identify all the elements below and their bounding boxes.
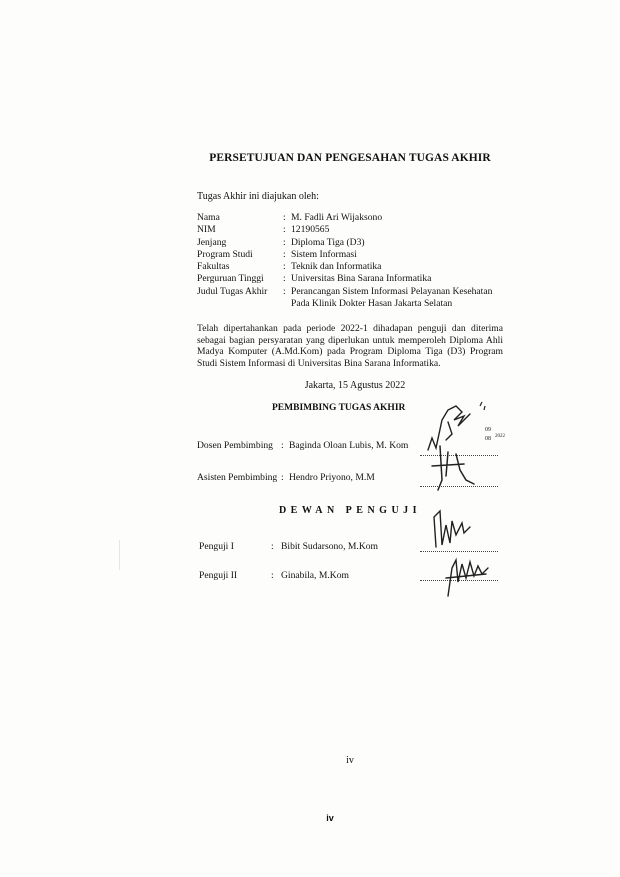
document-title: PERSETUJUAN DAN PENGESAHAN TUGAS AKHIR [209,152,491,164]
info-row-program-studi [197,249,506,261]
info-colon: : [283,273,286,285]
info-row-perguruan-tinggi [197,273,506,285]
dosen-name: Baginda Oloan Lubis, M. Kom [289,440,409,451]
info-label: Fakultas [197,261,230,273]
penguji1-label: Penguji I [199,541,234,552]
penguji-2-row [199,570,349,581]
info-row-nim [197,224,506,236]
place-date: Jakarta, 15 Agustus 2022 [304,380,406,391]
info-label: NIM [197,224,216,236]
info-value: M. Fadli Ari Wijaksono [291,212,383,223]
info-value: Sistem Informasi [291,248,357,260]
info-row-judul [197,286,506,311]
colon: : [281,440,284,451]
info-value: Diploma Tiga (D3) [291,236,365,248]
info-label: Program Studi [197,248,253,260]
info-value: Perancangan Sistem Informasi Pelayanan Kesehatan Pada Klinik Dokter Hasan Jakarta Selatan [291,285,493,310]
info-row-fakultas [197,261,506,273]
colon: : [271,570,274,581]
info-colon: : [283,224,286,236]
signature-asisten [418,440,488,500]
intro-text: Tugas Akhir ini diajukan oleh: [197,191,319,202]
signature-penguji2 [426,548,496,600]
dosen-label: Dosen Pembimbing [197,440,273,451]
student-info-table [197,212,506,310]
info-row-jenjang [197,237,506,249]
penguji-1-row [199,541,378,552]
info-colon: : [283,285,286,297]
colon: : [271,541,274,552]
penguji1-name: Bibit Sudarsono, M.Kom [281,541,379,552]
pembimbing-heading: PEMBIMBING TUGAS AKHIR [272,403,406,413]
dewan-penguji-heading: DEWAN PENGUJI [278,505,422,516]
svg-text:2022: 2022 [495,434,505,439]
dosen-pembimbing-row [197,440,408,451]
info-label: Jenjang [197,236,227,248]
info-label: Nama [197,212,220,223]
page-number-footer: iv [326,813,334,823]
penguji2-name: Ginabila, M.Kom [281,570,349,581]
svg-text:08: 08 [485,436,491,442]
page-number: iv [346,755,354,766]
asisten-label: Asisten Pembimbing [197,472,278,483]
signature-date-note [484,424,516,444]
info-value: 12190565 [291,224,330,236]
scan-artifact [119,540,120,570]
svg-text:09: 09 [485,427,491,433]
info-colon: : [283,212,286,223]
penguji2-label: Penguji II [199,570,238,581]
info-value: Teknik dan Informatika [291,261,382,273]
info-label: Perguruan Tinggi [197,273,264,285]
info-value: Universitas Bina Sarana Informatika [291,273,432,285]
info-colon: : [283,236,286,248]
info-row-nama [197,212,506,224]
asisten-name: Hendro Priyono, M.M [289,472,375,483]
approval-paragraph: Telah dipertahankan pada periode 2022-1 dihadapan penguji dan diterima sebagai bagian persyaratan yang diperlukan untuk memperoleh Diploma Ahli Madya Komputer (A.Md.Kom) pada Program Diploma Tiga (D3) Program Studi Sistem Informasi di Universitas Bina Sarana Informatika. [197,323,503,369]
info-colon: : [283,261,286,273]
asisten-pembimbing-row [197,472,375,483]
info-label: Judul Tugas Akhir [197,285,268,297]
info-colon: : [283,248,286,260]
colon: : [281,472,284,483]
